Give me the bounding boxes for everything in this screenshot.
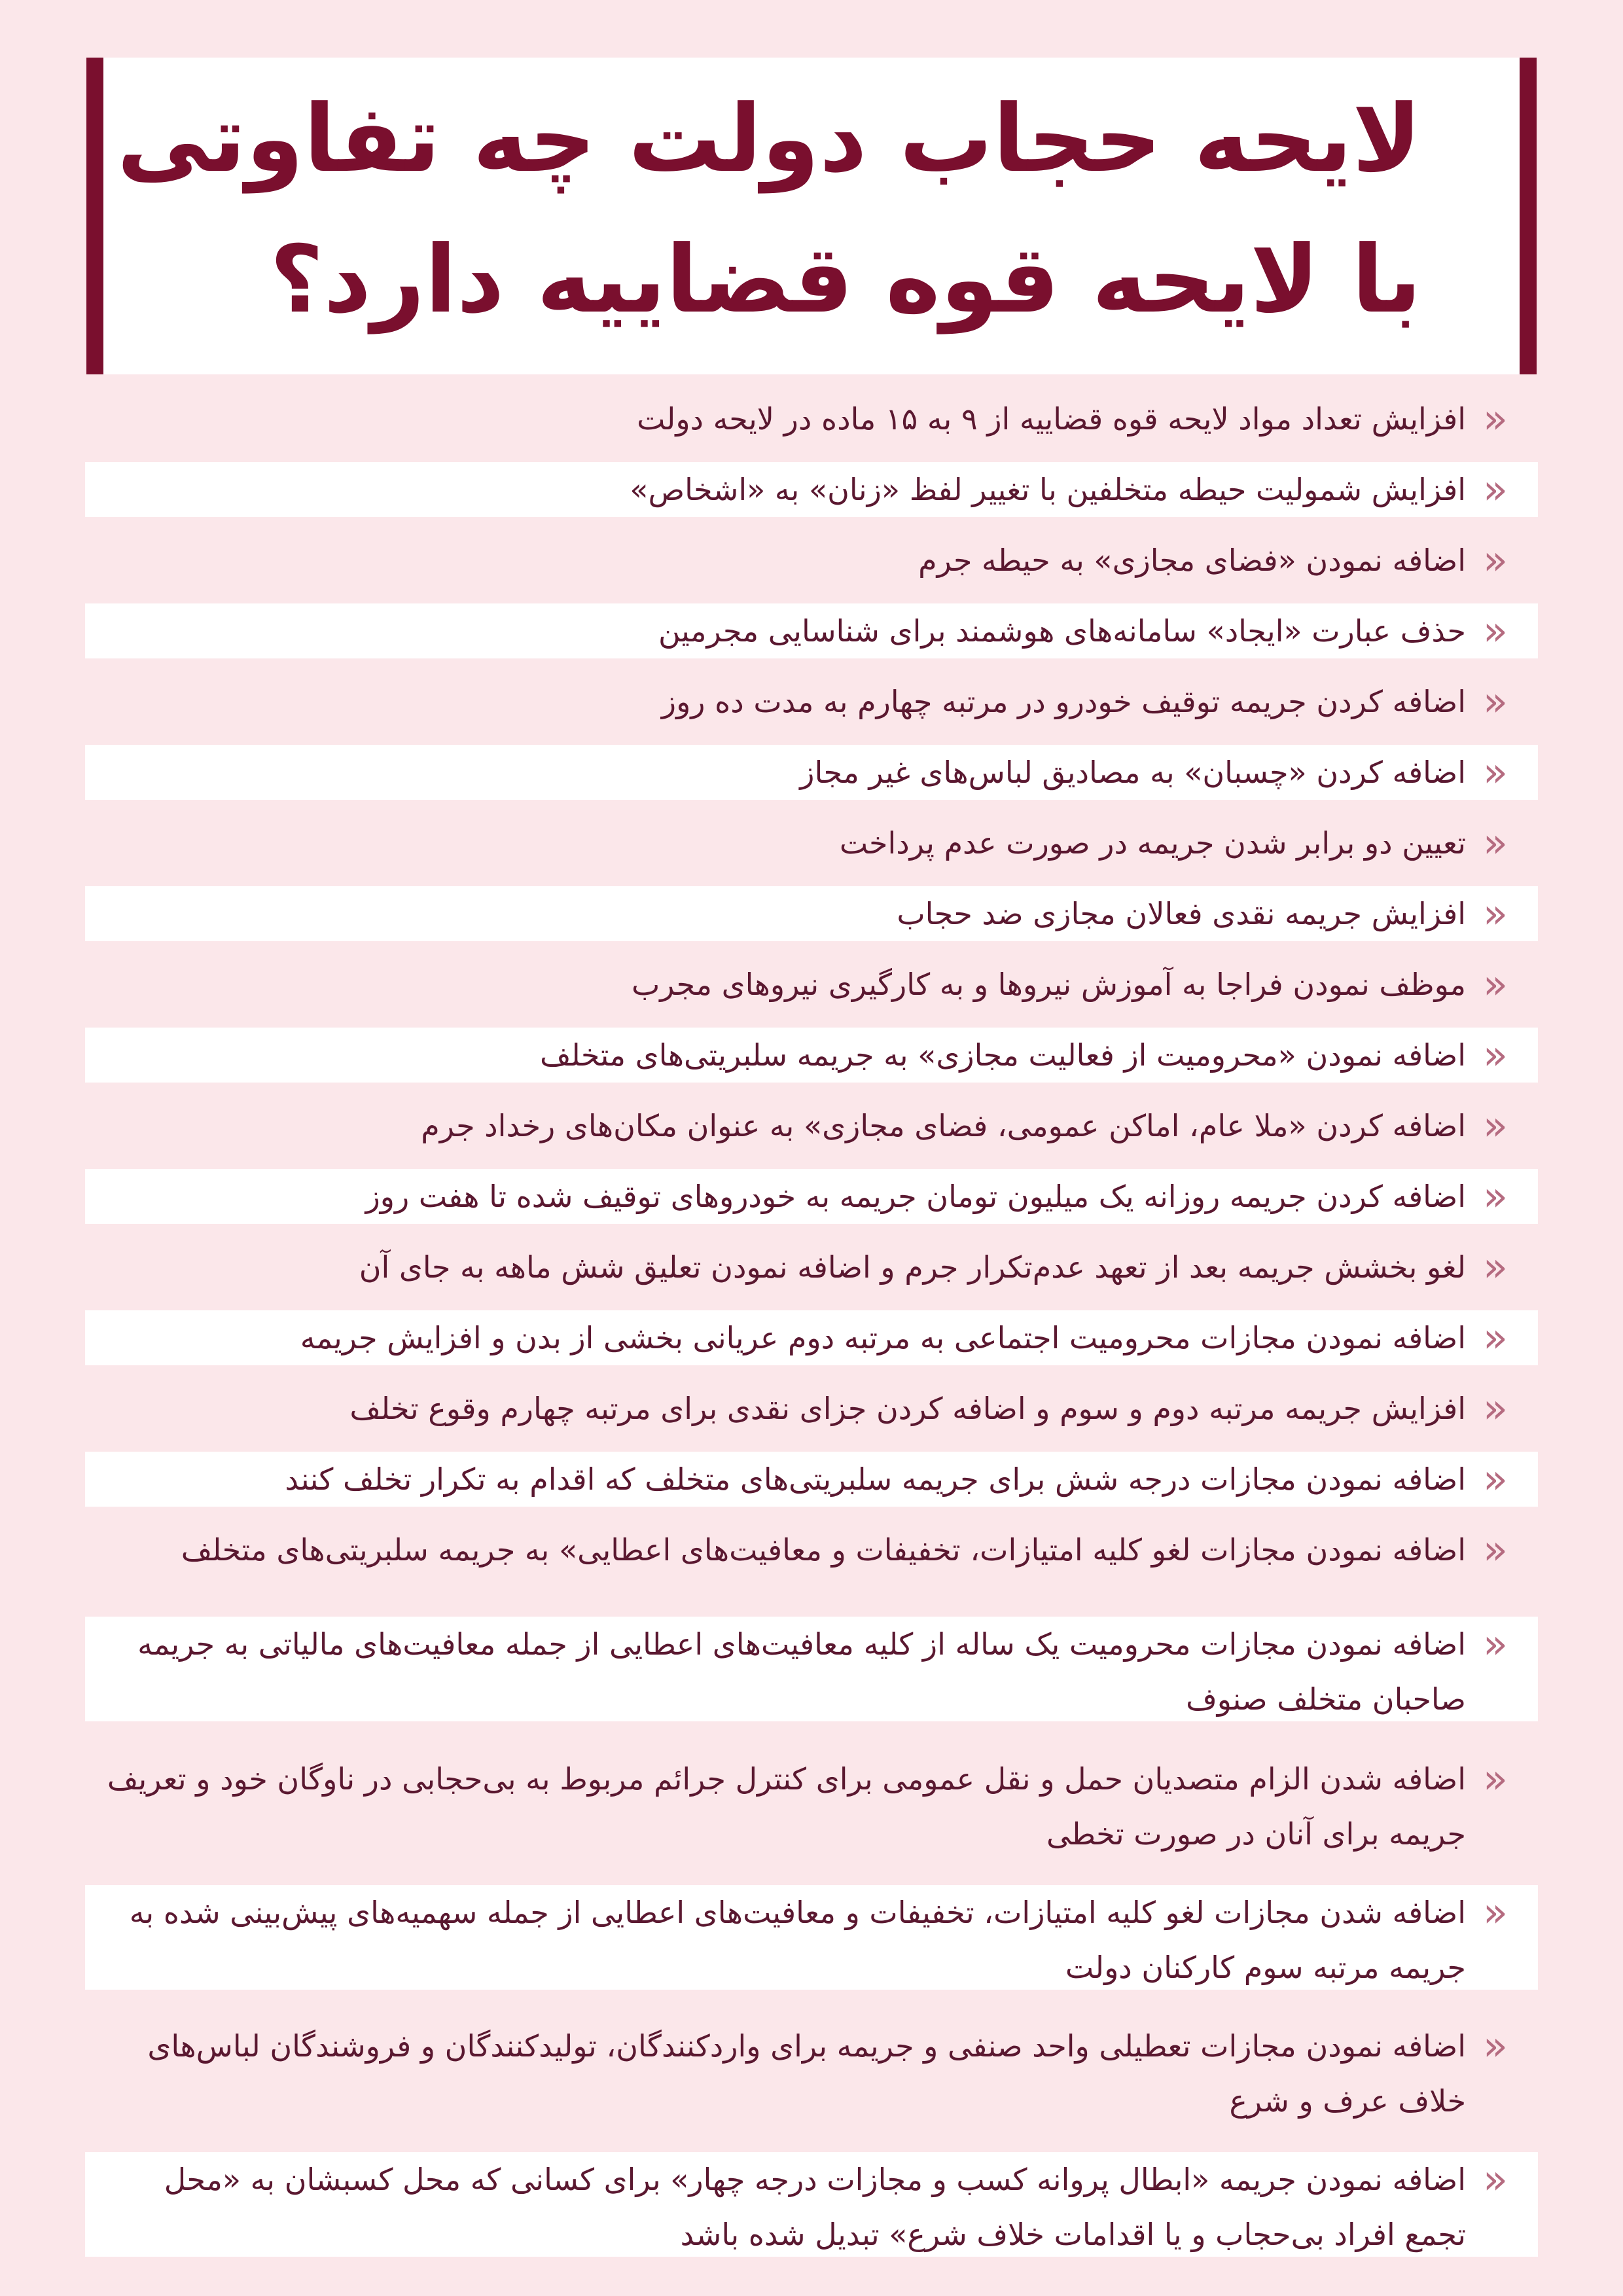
chevron-icon: « <box>1483 1243 1508 1291</box>
list-item <box>85 674 1538 729</box>
list-item <box>85 1452 1538 1507</box>
list-item <box>85 2152 1538 2257</box>
list-item-text: افزایش جریمه نقدی فعالان مجازی ضد حجاب <box>897 896 1466 931</box>
chevron-icon: « <box>1483 2155 1508 2203</box>
chevron-icon: « <box>1483 607 1508 655</box>
list-item <box>85 2018 1538 2123</box>
list-item-text: اضافه شدن مجازات لغو کلیه امتیازات، تخفیفات و معافیت‌های اعطایی از جمله سهمیه‌های پیش‌بینی شده به جریمه مرتبه سوم کارکنان دولت <box>129 1895 1466 1985</box>
list-item-text: تعیین دو برابر شدن جریمه در صورت عدم پرداخت <box>839 825 1466 861</box>
list-item <box>85 391 1538 446</box>
title-line-2: با لایحه قوه قضاییه دارد؟ <box>270 226 1421 334</box>
list-item-text: اضافه کردن جریمه توقیف خودرو در مرتبه چهارم به مدت ده روز <box>661 684 1466 719</box>
list-item-text: موظف نمودن فراجا به آموزش نیروها و به کارگیری نیروهای مجرب <box>632 967 1466 1002</box>
list-item <box>85 1098 1538 1153</box>
chevron-icon: « <box>1483 1314 1508 1361</box>
chevron-icon: « <box>1483 1620 1508 1668</box>
list-item-text: اضافه نمودن مجازات درجه شش برای جریمه سلبریتی‌های متخلف که اقدام به تکرار تخلف کنند <box>285 1462 1466 1497</box>
list-item-text: افزایش جریمه مرتبه دوم و سوم و اضافه کردن جزای نقدی برای مرتبه چهارم وقوع تخلف <box>349 1391 1466 1426</box>
list-item-text: اضافه نمودن مجازات لغو کلیه امتیازات، تخفیفات و معافیت‌های اعطایی» به جریمه سلبریتی‌های متخلف <box>181 1532 1466 1568</box>
chevron-icon: « <box>1483 2022 1508 2070</box>
chevron-icon: « <box>1483 465 1508 513</box>
chevron-icon: « <box>1483 748 1508 796</box>
list-item <box>85 462 1538 517</box>
chevron-icon: « <box>1483 536 1508 584</box>
list-item-text: اضافه نمودن مجازات محرومیت یک ساله از کلیه معافیت‌های اعطایی از جمله معافیت‌های مالیاتی به جریمه صاحبان متخلف صنوف <box>137 1626 1466 1717</box>
list-item <box>85 1240 1538 1295</box>
chevron-icon: « <box>1483 889 1508 937</box>
list-item <box>85 603 1538 658</box>
title-box <box>86 58 1537 374</box>
list-item-text: اضافه نمودن «محرومیت از فعالیت مجازی» به جریمه سلبریتی‌های متخلف <box>540 1037 1466 1073</box>
list-item-text: حذف عبارت «ایجاد» سامانه‌های هوشمند برای شناسایی مجرمین <box>658 613 1466 649</box>
list-item <box>85 886 1538 941</box>
list-item-text: اضافه نمودن «فضای مجازی» به حیطه جرم <box>918 543 1466 578</box>
list-item-text: اضافه کردن «چسبان» به مصادیق لباس‌های غیر مجاز <box>800 755 1466 790</box>
chevron-icon: « <box>1483 1888 1508 1936</box>
list-item-text: اضافه کردن «ملا عام، اماکن عمومی، فضای مجازی» به عنوان مکان‌های رخداد جرم <box>421 1108 1466 1143</box>
list-item-text: افزایش تعداد مواد لایحه قوه قضاییه از ۹ به ۱۵ ماده در لایحه دولت <box>637 401 1466 437</box>
list-item <box>85 1169 1538 1224</box>
list-item <box>85 1885 1538 1990</box>
chevron-icon: « <box>1483 1102 1508 1149</box>
chevron-icon: « <box>1483 1455 1508 1503</box>
list-item-text: اضافه نمودن جریمه «ابطال پروانه کسب و مجازات درجه چهار» برای کسانی که محل کسبشان به «محل تجمع افراد بی‌حجاب و یا اقدامات خلاف شرع» تبدیل شده باشد <box>164 2162 1466 2252</box>
list-item <box>85 816 1538 870</box>
title-line-1: لایحه حجاب دولت چه تفاوتی <box>116 85 1421 193</box>
chevron-icon: « <box>1483 960 1508 1008</box>
list-item-text: اضافه نمودن مجازات تعطیلی واحد صنفی و جریمه برای واردکنندگان، تولیدکنندگان و فروشندگان لباس‌های خلاف عرف و شرع <box>147 2028 1466 2119</box>
list-item <box>85 745 1538 800</box>
chevron-icon: « <box>1483 1526 1508 1573</box>
list-item <box>85 1522 1538 1577</box>
chevron-icon: « <box>1483 1172 1508 1220</box>
list-item-text: اضافه کردن جریمه روزانه یک میلیون تومان جریمه به خودروهای توقیف شده تا هفت روز <box>365 1179 1466 1214</box>
list-item <box>85 1617 1538 1721</box>
list-item <box>85 1310 1538 1365</box>
list-item <box>85 957 1538 1012</box>
list-item-text: اضافه شدن الزام متصدیان حمل و نقل عمومی برای کنترل جرائم مربوط به بی‌حجابی در ناوگان خود و تعریف جریمه برای آنان در صورت تخطی <box>107 1761 1466 1852</box>
list-item <box>85 1028 1538 1083</box>
list-item-text: اضافه نمودن مجازات محرومیت اجتماعی به مرتبه دوم عریانی بخشی از بدن و افزایش جریمه <box>300 1320 1466 1355</box>
list-item-text: لغو بخشش جریمه بعد از تعهد عدم‌تکرار جرم و اضافه نمودن تعلیق شش ماهه به جای آن <box>359 1249 1466 1285</box>
chevron-icon: « <box>1483 677 1508 725</box>
list-item <box>85 1751 1538 1856</box>
chevron-icon: « <box>1483 395 1508 442</box>
list-item <box>85 533 1538 588</box>
chevron-icon: « <box>1483 1755 1508 1803</box>
chevron-icon: « <box>1483 1031 1508 1079</box>
list-item-text: افزایش شمولیت حیطه متخلفین با تغییر لفظ «زنان» به «اشخاص» <box>630 472 1466 507</box>
list-item <box>85 1381 1538 1436</box>
chevron-icon: « <box>1483 819 1508 867</box>
chevron-icon: « <box>1483 1384 1508 1432</box>
